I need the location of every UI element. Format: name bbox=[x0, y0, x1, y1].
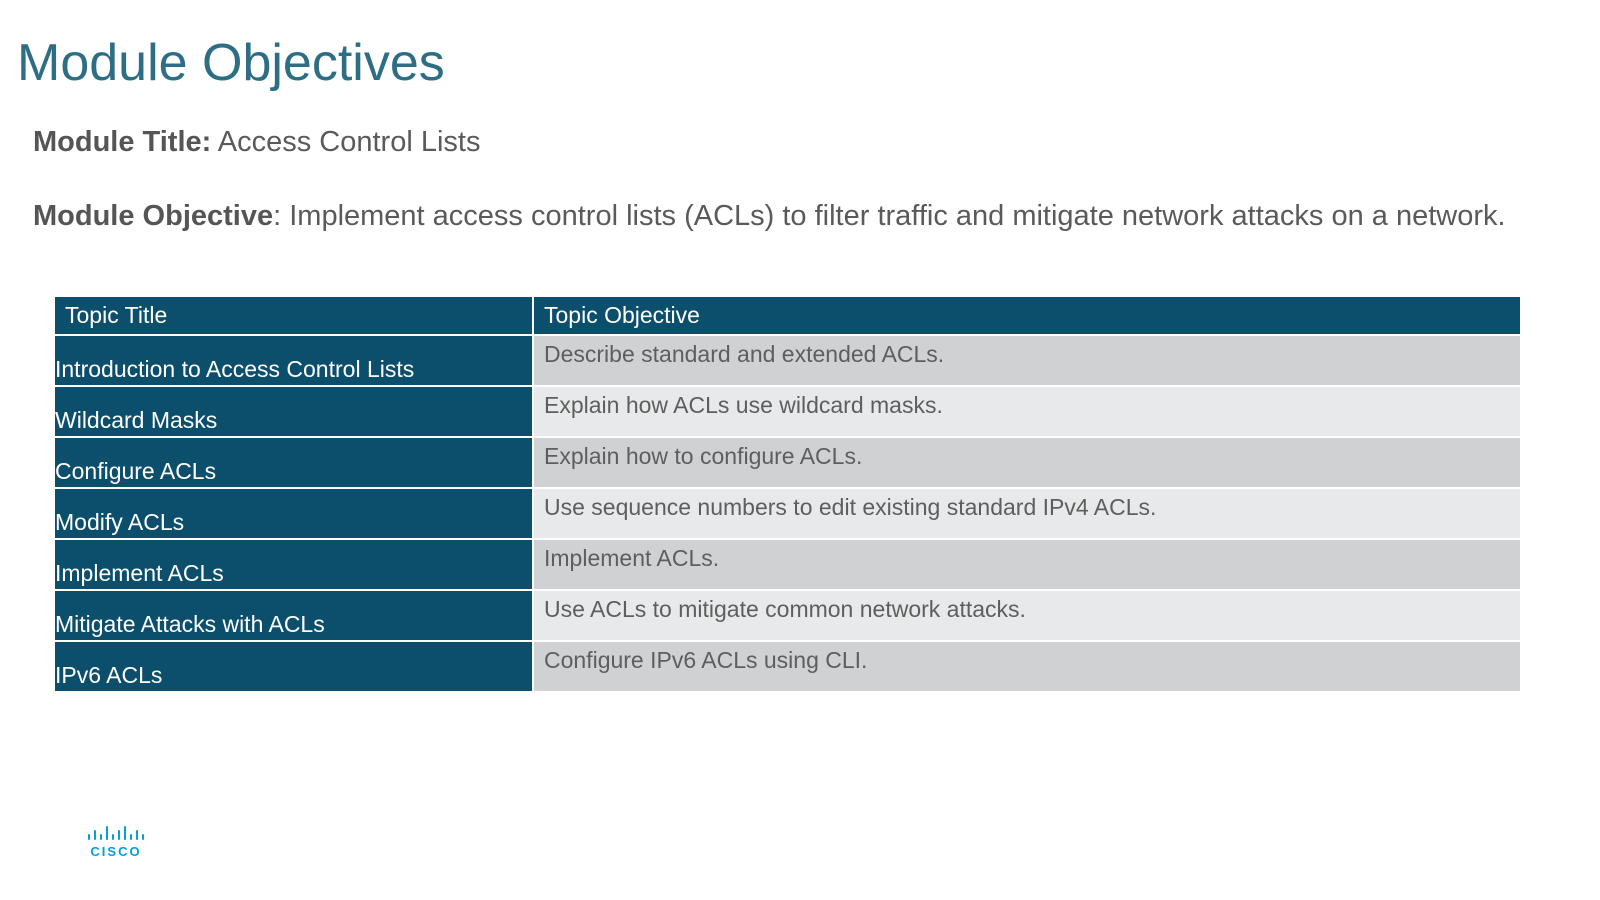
table-row bbox=[55, 641, 1520, 691]
table-row bbox=[55, 335, 1520, 386]
topic-title-cell: Configure ACLs bbox=[55, 437, 533, 488]
slide-title: Module Objectives bbox=[17, 34, 445, 92]
table-row bbox=[55, 488, 1520, 539]
table-row bbox=[55, 386, 1520, 437]
module-title-label: Module Title: bbox=[33, 126, 212, 158]
topic-title-cell: Modify ACLs bbox=[55, 488, 533, 539]
table-row bbox=[55, 590, 1520, 641]
module-title-line bbox=[33, 124, 480, 161]
topic-title-cell: Wildcard Masks bbox=[55, 386, 533, 437]
topic-title-cell: IPv6 ACLs bbox=[55, 641, 533, 691]
module-objective-line bbox=[33, 198, 1513, 235]
table-header-row bbox=[55, 297, 1520, 335]
module-title-value: Access Control Lists bbox=[211, 126, 481, 158]
topic-title-cell: Implement ACLs bbox=[55, 539, 533, 590]
topics-table bbox=[55, 297, 1520, 691]
cisco-logo bbox=[87, 826, 149, 858]
topic-objective-cell: Use ACLs to mitigate common network attacks. bbox=[533, 590, 1520, 641]
topic-objective-cell: Describe standard and extended ACLs. bbox=[533, 335, 1520, 386]
header-topic-title: Topic Title bbox=[55, 297, 533, 335]
cisco-bridge-icon bbox=[87, 826, 149, 858]
topic-objective-cell: Configure IPv6 ACLs using CLI. bbox=[533, 641, 1520, 691]
topic-title-cell: Mitigate Attacks with ACLs bbox=[55, 590, 533, 641]
table-row bbox=[55, 437, 1520, 488]
topic-objective-cell: Use sequence numbers to edit existing standard IPv4 ACLs. bbox=[533, 488, 1520, 539]
topic-objective-cell: Implement ACLs. bbox=[533, 539, 1520, 590]
cisco-logo-text: CISCO bbox=[90, 844, 142, 858]
topic-title-cell: Introduction to Access Control Lists bbox=[55, 335, 533, 386]
topic-objective-cell: Explain how ACLs use wildcard masks. bbox=[533, 386, 1520, 437]
module-objective-value: : Implement access control lists (ACLs) to filter traffic and mitigate network attacks on a network. bbox=[273, 200, 1506, 232]
module-objective-label: Module Objective bbox=[33, 200, 274, 232]
header-topic-objective: Topic Objective bbox=[533, 297, 1520, 335]
table-row bbox=[55, 539, 1520, 590]
topic-objective-cell: Explain how to configure ACLs. bbox=[533, 437, 1520, 488]
